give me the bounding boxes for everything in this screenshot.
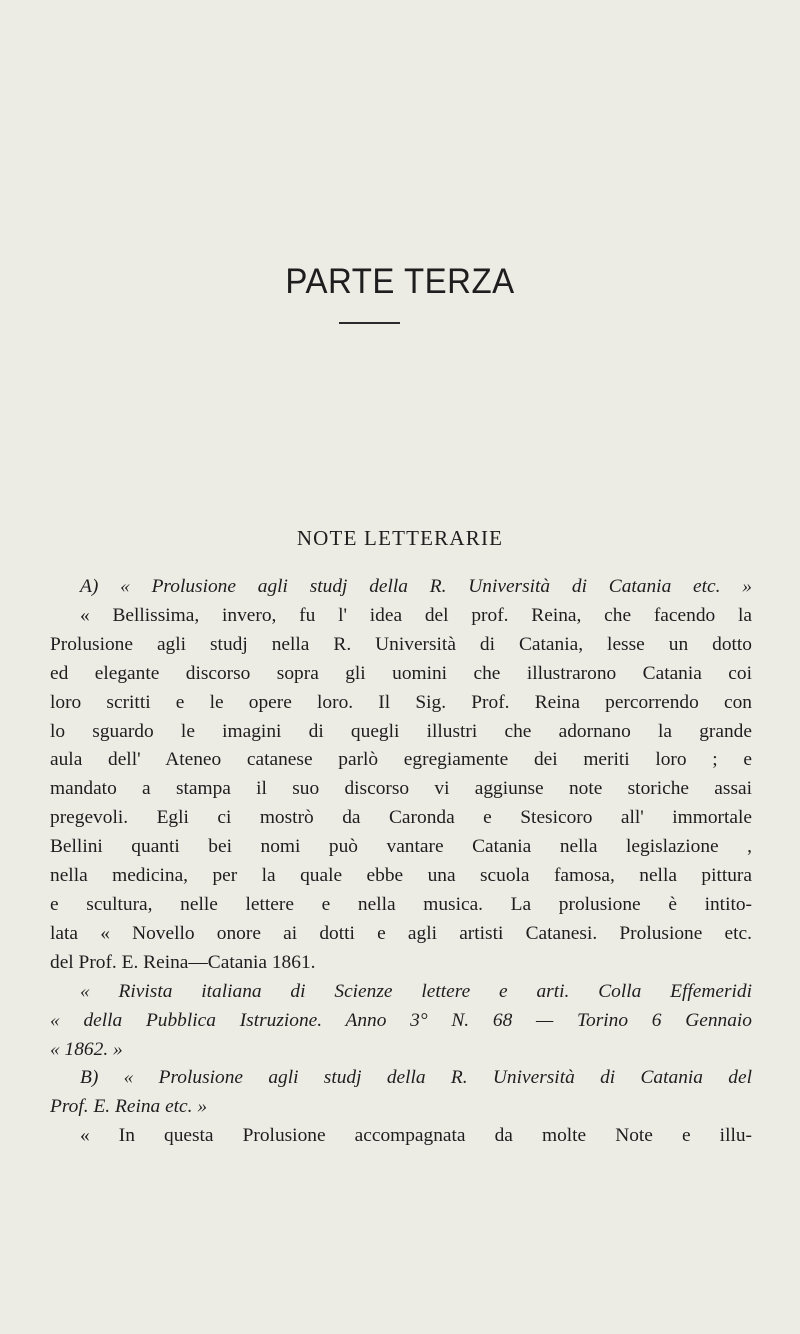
- text-line: Prolusione agli studj nella R. Università di Catania, lesse un dotto: [50, 633, 752, 655]
- text-line: loro scritti e le opere loro. Il Sig. Prof. Reina percorrendo con: [50, 691, 752, 713]
- text-line: Bellini quanti bei nomi può vantare Catania nella legislazione ,: [50, 836, 752, 858]
- text-line: pregevoli. Egli ci mostrò da Caronda e Stesicoro all' immortale: [50, 807, 752, 829]
- text-line: lata « Novello onore ai dotti e agli artisti Catanesi. Prolusione etc.: [50, 922, 752, 944]
- citation-line: « 1862. »: [50, 1038, 123, 1060]
- part-title: PARTE TERZA: [285, 260, 515, 301]
- title-rule: [339, 322, 400, 324]
- text-line: « Bellissima, invero, fu l' idea del prof. Reina, che facendo la: [80, 604, 752, 626]
- body-text: [50, 573, 752, 1151]
- text-line: lo sguardo le imagini di quegli illustri che adornano la grande: [50, 720, 752, 742]
- text-line: ed elegante discorso sopra gli uomini che illustrarono Catania coi: [50, 662, 752, 684]
- note-b-heading-cont: Prof. E. Reina etc. »: [50, 1096, 208, 1118]
- citation-line: « Rivista italiana di Scienze lettere e arti. Colla Effemeridi: [80, 980, 752, 1002]
- text-line: nella medicina, per la quale ebbe una scuola famosa, nella pittura: [50, 865, 752, 887]
- text-line: del Prof. E. Reina—Catania 1861.: [50, 951, 316, 973]
- text-line: mandato a stampa il suo discorso vi aggiunse note storiche assai: [50, 778, 752, 800]
- note-a-heading: A) « Prolusione agli studj della R. Università di Catania etc. »: [80, 576, 752, 597]
- note-b-heading: B) « Prolusione agli studj della R. Università di Catania del: [80, 1067, 752, 1089]
- text-line: aula dell' Ateneo catanese parlò egregiamente dei meriti loro ; e: [50, 749, 752, 771]
- citation-line: « della Pubblica Istruzione. Anno 3° N. 68 — Torino 6 Gennaio: [50, 1009, 752, 1031]
- section-title: NOTE LETTERARIE: [296, 526, 504, 550]
- text-line: e scultura, nelle lettere e nella musica. La prolusione è intito-: [50, 893, 752, 915]
- text-line: « In questa Prolusione accompagnata da molte Note e illu-: [80, 1125, 752, 1147]
